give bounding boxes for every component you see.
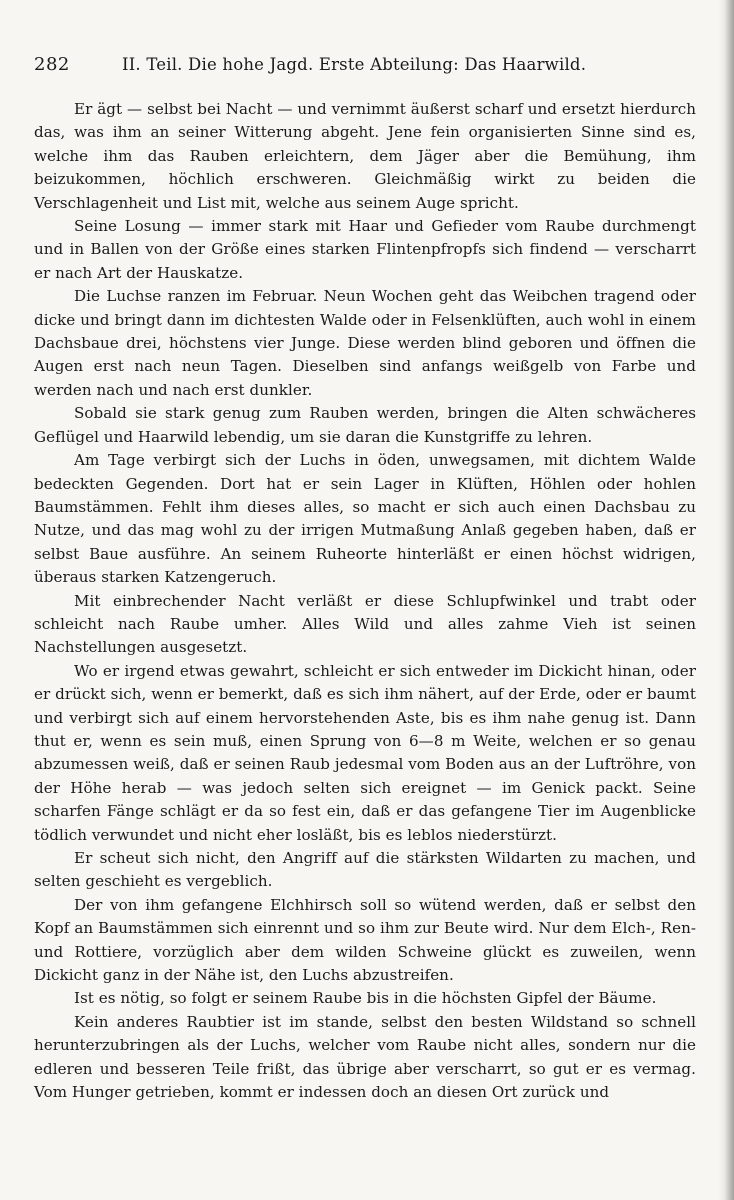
paragraph-sprung: Wo er irgend etwas gewahrt, schleicht er sich entweder im Dickicht hinan, oder er drückt sich, wenn er bemerkt, daß es sich ihm nähert, auf der Erde, oder er baumt und verbirgt sich auf einem hervorstehenden Aste, bis es ihm nahe genug ist. Dann thut er, wenn es sein muß, einen Sprung von 6—8 m Weite, welchen er so genau abzumessen weiß, daß er seinen Raub jedesmal vom Boden aus an der Luftröhre, von der Höhe herab — was jedoch selten sich ereignet — im Genick packt. Seine scharfen Fänge schlägt er da so fest ein, daß er das gefangene Tier im Augenblicke tödlich verwundet und nicht eher losläßt, bis es leblos niederstürzt. bbox=[34, 661, 696, 844]
page-header bbox=[34, 54, 696, 92]
paragraph-angriff: Er scheut sich nicht, den Angriff auf die stärksten Wildarten zu machen, und selten geschieht es vergeblich. bbox=[34, 849, 696, 891]
paragraph-nacht: Mit einbrechender Nacht verläßt er diese Schlupfwinkel und trabt oder schleicht nach Raube umher. Alles Wild und alles zahme Vieh ist seinen Nachstellungen ausgesetzt. bbox=[34, 591, 696, 657]
book-page bbox=[34, 54, 696, 1104]
body-text bbox=[34, 98, 696, 1104]
paragraph-losung: Seine Losung — immer stark mit Haar und Gefieder vom Raube durchmengt und in Ballen von der Größe eines starken Flintenpfropfs sich findend — verscharrt er nach Art der Hauskatze. bbox=[34, 217, 696, 282]
paragraph-agen: Er ägt — selbst bei Nacht — und vernimmt äußerst scharf und ersetzt hierdurch das, was ihm an seiner Witterung abgeht. Jene fein organisierten Sinne sind es, welche ihm das Rauben erleichtern, dem Jäger aber die Bemühung, ihm beizukommen, höchlich erschweren. Gleichmäßig wirkt zu beiden die Verschlagenheit und List mit, welche aus seinem Auge spricht. bbox=[34, 100, 696, 212]
paragraph-junge-lehren: Sobald sie stark genug zum Rauben werden, bringen die Alten schwächeres Geflügel und Haarwild lebendig, um sie daran die Kunstgriffe zu lehren. bbox=[34, 404, 696, 446]
page-edge-shadow bbox=[718, 0, 734, 1200]
paragraph-gipfel: Ist es nötig, so folgt er seinem Raube bis in die höchsten Gipfel der Bäume. bbox=[74, 989, 657, 1008]
page-number: 282 bbox=[34, 54, 70, 75]
paragraph-elchhirsch: Der von ihm gefangene Elchhirsch soll so wütend werden, daß er selbst den Kopf an Baumstämmen sich einrennt und so ihm zur Beute wird. Nur dem Elch-, Ren- und Rottiere, vorzüglich aber dem wilden Schweine glückt es zuweilen, wenn Dickicht ganz in der Nähe ist, den Luchs abzustreifen. bbox=[34, 895, 696, 985]
running-head: II. Teil. Die hohe Jagd. Erste Abteilung: Das Haarwild. bbox=[122, 55, 587, 74]
paragraph-raubtier: Kein anderes Raubtier ist im stande, selbst den besten Wildstand so schnell herunterzubringen als der Luchs, welcher vom Raube nicht alles, sondern nur die edleren und besseren Teile frißt, das übrige aber verscharrt, so gut er es vermag. Vom Hunger getrieben, kommt er indessen doch an diesen Ort zurück und bbox=[34, 1012, 696, 1102]
paragraph-ranzzeit: Die Luchse ranzen im Februar. Neun Wochen geht das Weibchen tragend oder dicke und bringt dann im dichtesten Walde oder in Felsenklüften, auch wohl in einem Dachsbaue drei, höchstens vier Junge. Diese werden blind geboren und öffnen die Augen erst nach neun Tagen. Dieselben sind anfangs weißgelb von Farbe und werden nach und nach erst dunkler. bbox=[34, 287, 696, 399]
paragraph-lager: Am Tage verbirgt sich der Luchs in öden, unwegsamen, mit dichtem Walde bedeckten Gegenden. Dort hat er sein Lager in Klüften, Höhlen oder hohlen Baumstämmen. Fehlt ihm dieses alles, so macht er sich auch einen Dachsbau zu Nutze, und das mag wohl zu der irrigen Mutmaßung Anlaß gegeben haben, daß er selbst Baue ausführe. An seinem Ruheorte hinterläßt er einen höchst widrigen, überaus starken Katzengeruch. bbox=[34, 451, 696, 587]
